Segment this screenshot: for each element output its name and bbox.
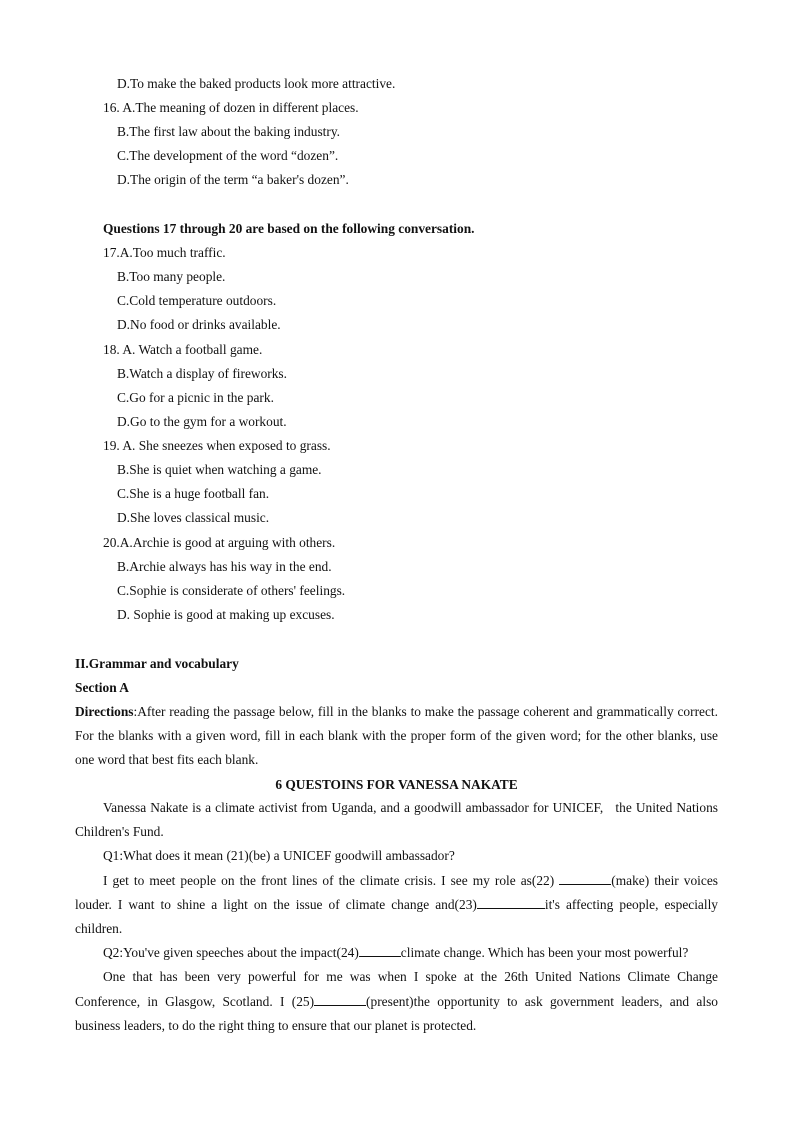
directions-text: :After reading the passage below, fill in the blanks to make the passage coherent and grammatically correct. For the blanks with a given word, fill in each blank with the proper form of the given word; for the other blanks, use one word that best fits each blank. [75, 704, 718, 768]
q19-option-b: B.She is quiet when watching a game. [117, 462, 322, 477]
q19-option-a: 19. A. She sneezes when exposed to grass. [103, 438, 331, 453]
q18-option-b: B.Watch a display of fireworks. [117, 366, 287, 381]
passage-paragraph-2-a: I get to meet people on the front lines of the climate crisis. I see my role as(22) [103, 872, 560, 888]
section-heading: II.Grammar and vocabulary [75, 656, 239, 671]
q18-option-a: 18. A. Watch a football game. [103, 342, 263, 357]
passage-paragraph-2-c: it's affecting people, especially children. [75, 896, 719, 937]
q19-option-c: C.She is a huge football fan. [117, 486, 270, 501]
q16-option-c: C.The development of the word “dozen”. [117, 148, 339, 163]
q17-option-b: B.Too many people. [117, 269, 226, 284]
q17-option-a: 17.A.Too much traffic. [103, 245, 226, 260]
blank-24[interactable] [359, 943, 401, 957]
passage-question-2 [75, 941, 718, 965]
q19-option-d: D.She loves classical music. [117, 510, 270, 525]
q18-option-d: D.Go to the gym for a workout. [117, 414, 287, 429]
passage-paragraph-3-a: One that has been very powerful for me was when I spoke at the 26th United Nations Climate Change Conference, in Glasgow, Scotland. I (25) [75, 969, 718, 1009]
passage-title: 6 QUESTOINS FOR VANESSA NAKATE [275, 777, 518, 792]
directions-paragraph [75, 700, 718, 773]
q20-option-b: B.Archie always has his way in the end. [117, 559, 332, 574]
q15-option-d: D.To make the baked products look more attractive. [117, 76, 396, 91]
passage-paragraph-2 [75, 869, 718, 942]
q20-option-a: 20.A.Archie is good at arguing with others. [103, 535, 336, 550]
q20-option-d: D. Sophie is good at making up excuses. [117, 607, 335, 622]
q17-option-c: C.Cold temperature outdoors. [117, 293, 277, 308]
section-a-label: Section A [75, 680, 129, 695]
blank-22[interactable] [559, 871, 611, 885]
q16-option-a: 16. A.The meaning of dozen in different places. [103, 100, 359, 115]
passage-body [75, 796, 718, 1038]
q18-option-c: C.Go for a picnic in the park. [117, 390, 274, 405]
passage-paragraph-3-b: (present)the opportunity to ask government leaders, and also business leaders, to do the right thing to ensure that our planet is protected. [75, 993, 718, 1033]
blank-23[interactable] [477, 895, 545, 909]
passage-paragraph-1: Vanessa Nakate is a climate activist from Uganda, and a goodwill ambassador for UNICEF, the United Nations Children's Fund. [75, 800, 718, 840]
passage-question-2-a: Q2:You've given speeches about the impact(24) [103, 945, 359, 961]
blank-25[interactable] [314, 992, 366, 1006]
passage-paragraph-2-b: (make) their voices louder. I want to shine a light on the issue of climate change and(23) [75, 872, 718, 912]
q20-option-c: C.Sophie is considerate of others' feelings. [117, 583, 346, 598]
directions-label: Directions [75, 704, 134, 719]
q16-option-b: B.The first law about the baking industry. [117, 124, 341, 139]
q16-option-d: D.The origin of the term “a baker's dozen”. [117, 172, 349, 187]
passage-paragraph-3 [75, 965, 718, 1038]
passage-question-2-b: climate change. Which has been your most powerful? [400, 945, 689, 961]
conversation-heading: Questions 17 through 20 are based on the following conversation. [103, 221, 475, 236]
q17-option-d: D.No food or drinks available. [117, 317, 281, 332]
passage-question-1: Q1:What does it mean (21)(be) a UNICEF goodwill ambassador? [103, 848, 455, 864]
